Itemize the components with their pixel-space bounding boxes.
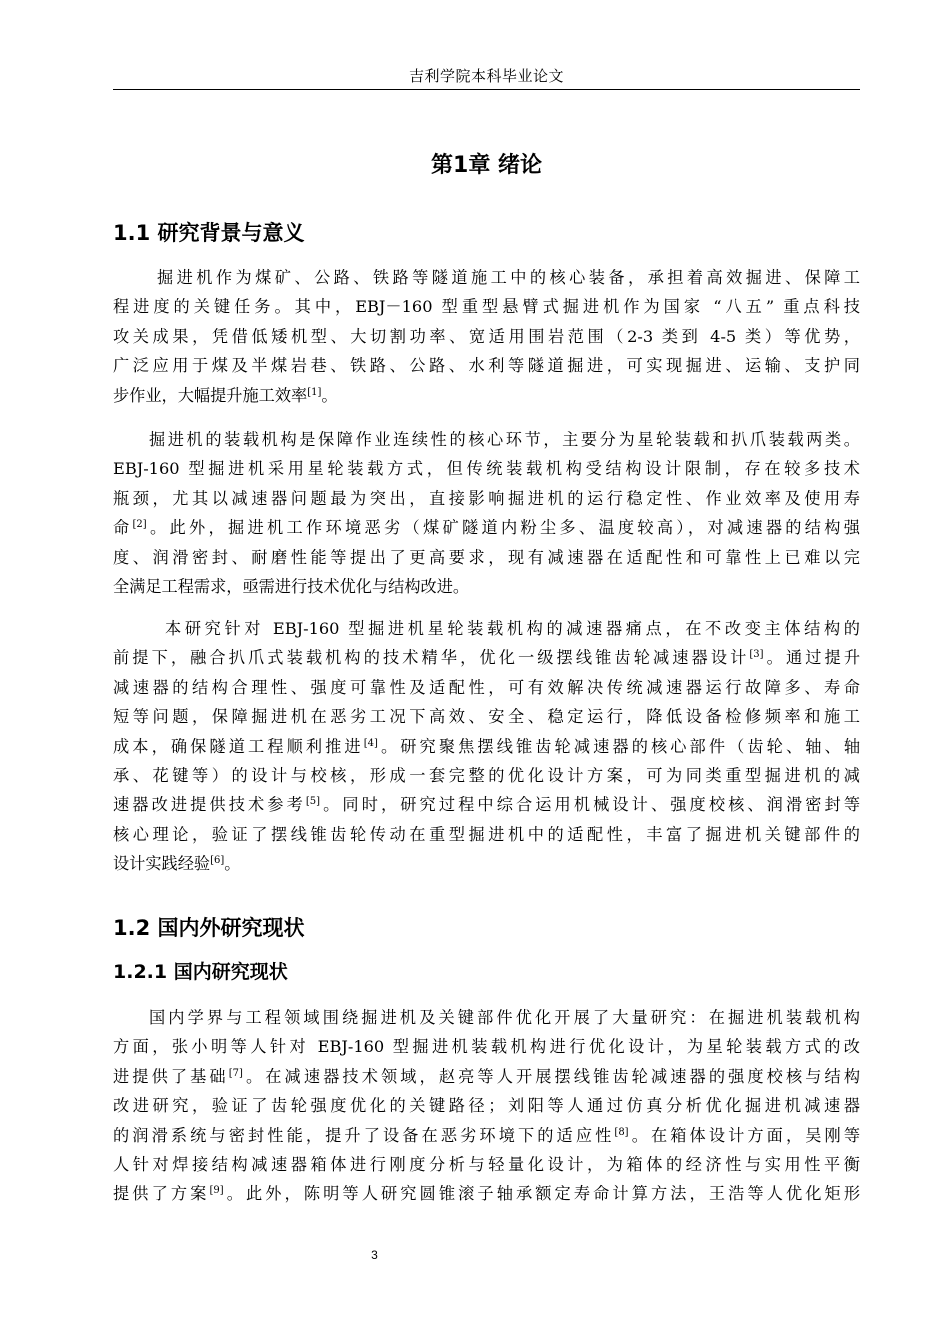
page-number: 3 <box>371 1248 378 1262</box>
text-run: 设计实践经验 <box>113 854 211 874</box>
citation-ref: [2] <box>132 519 147 531</box>
section-heading-1-2: 1.2 国内外研究现状 <box>113 916 305 940</box>
text-line <box>113 732 860 761</box>
text-line <box>113 790 860 819</box>
citation-ref: [5] <box>305 796 321 808</box>
text-line: 掘进机作为煤矿、公路、铁路等隧道施工中的核心装备，承担着高效掘进、保障工 <box>157 268 860 287</box>
citation-ref: [9] <box>209 1185 224 1197</box>
text-line: 承、花键等）的设计与校核，形成一套完整的优化设计方案，可为同类重型掘进机的减 <box>113 765 860 785</box>
text-run: 。同时，研究过程中综合运用机械设计、强度校核、润滑密封等 <box>320 795 860 815</box>
citation-ref: [6] <box>210 855 225 867</box>
text-run: 。通过提升 <box>763 648 860 668</box>
citation-ref: [8] <box>614 1126 629 1138</box>
citation-ref: [7] <box>228 1067 243 1079</box>
text-run: 成本，确保隧道工程顺利推进 <box>113 736 364 756</box>
text-line: 广泛应用于煤及半煤岩巷、铁路、公路、水利等隧道掘进，可实现掘进、运输、支护同 <box>113 356 860 376</box>
citation-ref: [3] <box>749 649 764 661</box>
paragraph-research-significance <box>113 614 860 879</box>
text-run: 进提供了基础 <box>113 1066 229 1086</box>
text-run: 。此外，掘进机工作环境恶劣（煤矿隧道内粉尘多、温度较高），对减速器的结构强 <box>146 518 860 538</box>
text-line: 方面，张小明等人针对 EBJ-160 型掘进机装载机构进行优化设计，为星轮装载方式的改 <box>113 1037 860 1057</box>
text-run: 。此外，陈明等人研究圆锥滚子轴承额定寿命计算方法，王浩等人优化矩形 <box>223 1184 860 1204</box>
text-line: 短等问题，保障掘进机在恶劣工况下高效、安全、稳定运行，降低设备检修频率和施工 <box>113 707 860 727</box>
text-run: 步作业，大幅提升施工效率 <box>113 385 308 405</box>
text-line: 减速器的结构合理性、强度可靠性及适配性，可有效解决传统减速器运行故障多、寿命 <box>113 677 860 697</box>
citation-ref: [4] <box>363 737 378 749</box>
citation-ref: [1] <box>307 386 322 398</box>
text-run: 提供了方案 <box>113 1184 210 1204</box>
text-line: 人针对焊接结构减速器箱体进行刚度分析与轻量化设计，为箱体的经济性与实用性平衡 <box>113 1154 860 1174</box>
text-line <box>113 513 860 542</box>
running-header: 吉利学院本科毕业论文 <box>408 67 564 85</box>
text-line <box>113 1179 860 1208</box>
text-line: 度、润滑密封、耐磨性能等提出了更高要求，现有减速器在适配性和可靠性上已难以完 <box>113 547 860 567</box>
text-line <box>113 1121 860 1150</box>
text-line: EBJ-160 型掘进机采用星轮装载方式，但传统装载机构受结构设计限制，存在较多技术 <box>113 459 860 479</box>
text-line <box>113 381 860 410</box>
text-run: 前提下，融合扒爪式装载机构的技术精华，优化一级摆线锥齿轮减速器设计 <box>113 648 750 668</box>
text-line: 国内学界与工程领域围绕掘进机及关键部件优化开展了大量研究：在掘进机装载机构 <box>149 1008 860 1027</box>
text-line: 全满足工程需求，亟需进行技术优化与结构改进。 <box>113 576 470 596</box>
section-heading-1-1: 1.1 研究背景与意义 <box>113 221 305 245</box>
paragraph-loading-mechanism <box>113 425 860 601</box>
header-rule <box>113 89 860 90</box>
chapter-title: 第1章 绪论 <box>431 153 542 178</box>
text-line: 程进度的关键任务。其中，EBJ－160 型重型悬臂式掘进机作为国家 “八五” 重点科技 <box>113 297 860 317</box>
text-line: 改进研究，验证了齿轮强度优化的关键路径；刘阳等人通过仿真分析优化掘进机减速器 <box>113 1096 860 1116</box>
text-line: 攻关成果，凭借低矮机型、大切割功率、宽适用围岩范围（2-3 类到 4-5 类）等优势， <box>113 326 860 346</box>
text-line <box>113 849 860 878</box>
text-run: 命 <box>113 518 133 538</box>
text-line: 瓶颈，尤其以减速器问题最为突出，直接影响掘进机的运行稳定性、作业效率及使用寿 <box>113 488 860 508</box>
paragraph-background <box>113 263 860 410</box>
text-line: 掘进机的装载机构是保障作业连续性的核心环节，主要分为星轮装载和扒爪装载两类。 <box>149 430 860 449</box>
paragraph-domestic-research <box>113 1003 860 1209</box>
section-heading-1-2-1: 1.2.1 国内研究现状 <box>113 961 288 983</box>
text-line: 核心理论，验证了摆线锥齿轮传动在重型掘进机中的适配性，丰富了掘进机关键部件的 <box>113 824 860 844</box>
text-run: 。 <box>321 385 338 405</box>
text-run: 速器改进提供技术参考 <box>113 795 306 815</box>
text-line: 本研究针对 EBJ-160 型掘进机星轮装载机构的减速器痛点，在不改变主体结构的 <box>165 619 860 638</box>
text-run: 。在箱体设计方面，吴刚等 <box>628 1125 860 1145</box>
text-run: 。 <box>224 854 241 874</box>
text-run: 。研究聚焦摆线锥齿轮减速器的核心部件（齿轮、轴、轴 <box>377 736 860 756</box>
text-line <box>113 643 860 672</box>
text-line <box>113 1062 860 1091</box>
text-run: 。在减速器技术领域，赵亮等人开展摆线锥齿轮减速器的强度校核与结构 <box>242 1066 860 1086</box>
text-run: 的润滑系统与密封性能，提升了设备在恶劣环境下的适应性 <box>113 1125 615 1145</box>
